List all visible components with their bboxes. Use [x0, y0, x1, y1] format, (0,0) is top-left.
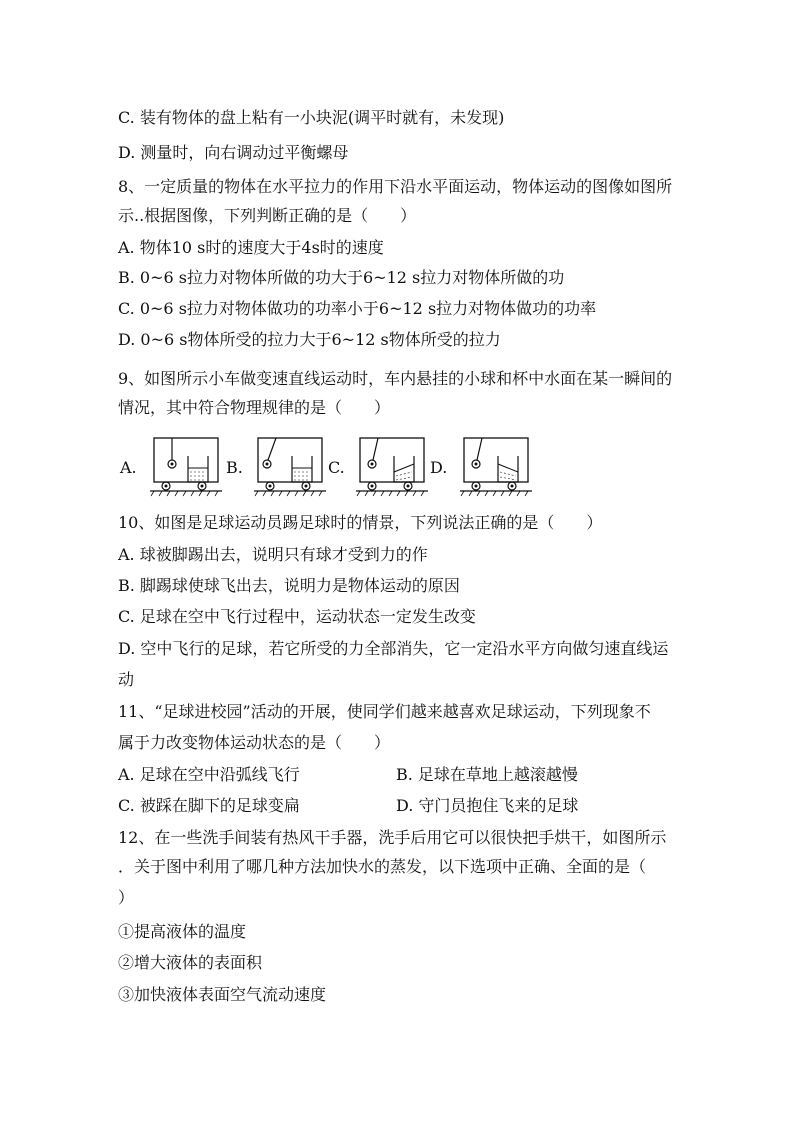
q9-cart-c	[356, 434, 428, 498]
q10-option-c: C. 足球在空中飞行过程中，运动状态一定发生改变	[118, 607, 476, 626]
q11-stem-line1: 11、“足球进校园”活动的开展，使同学们越来越喜欢足球运动，下列现象不	[118, 702, 651, 721]
q7-option-c: C. 装有物体的盘上粘有一小块泥(调平时就有，未发现)	[118, 108, 505, 127]
q8-stem-line1: 8、一定质量的物体在水平拉力的作用下沿水平面运动，物体运动的图像如图所	[118, 177, 673, 196]
q8-stem-line2: 示..根据图像，下列判断正确的是（ ）	[118, 206, 417, 225]
q7-option-d: D. 测量时，向右调动过平衡螺母	[118, 143, 349, 162]
q12-stem-line1: 12、在一些洗手间装有热风干手器，洗手后用它可以很快把手烘干，如图所示	[118, 828, 667, 847]
q9-figure	[118, 432, 538, 498]
q10-option-d-line1: D. 空中飞行的足球，若它所受的力全部消失，它一定沿水平方向做匀速直线运	[118, 639, 669, 658]
q12-item-1: ①提高液体的温度	[118, 922, 247, 941]
q9-cart-a	[150, 434, 222, 498]
q10-option-b: B. 脚踢球使球飞出去，说明力是物体运动的原因	[118, 576, 460, 595]
q11-stem-line2: 属于力改变物体运动状态的是（ ）	[118, 733, 391, 752]
q8-option-b: B. 0~6 s拉力对物体所做的功大于6~12 s拉力对物体所做的功	[118, 268, 565, 287]
q12-stem-line2: ．关于图中利用了哪几种方法加快水的蒸发，以下选项中正确、全面的是（	[118, 857, 647, 876]
q9-stem-line1: 9、如图所示小车做变速直线运动时，车内悬挂的小球和杯中水面在某一瞬间的	[118, 369, 673, 388]
q8-option-d: D. 0~6 s物体所受的拉力大于6~12 s物体所受的拉力	[118, 330, 501, 349]
q11-option-a: A. 足球在空中沿弧线飞行	[118, 765, 300, 784]
q11-option-d: D. 守门员抱住飞来的足球	[396, 796, 579, 815]
q9-label-d: D.	[430, 458, 448, 477]
q10-option-a: A. 球被脚踢出去，说明只有球才受到力的作	[118, 545, 428, 564]
q9-label-a: A.	[120, 458, 137, 477]
q12-item-2: ②增大液体的表面积	[118, 953, 263, 972]
q9-cart-d	[460, 434, 532, 498]
q12-item-3: ③加快液体表面空气流动速度	[118, 985, 327, 1004]
q9-label-b: B.	[226, 458, 243, 477]
q8-option-c: C. 0~6 s拉力对物体做功的功率小于6~12 s拉力对物体做功的功率	[118, 299, 597, 318]
q8-option-a: A. 物体10 s时的速度大于4s时的速度	[118, 238, 384, 257]
q12-stem-line3: ）	[118, 888, 135, 907]
q9-stem-line2: 情况，其中符合物理规律的是（ ）	[118, 398, 391, 417]
q9-label-c: C.	[328, 458, 345, 477]
q11-option-b: B. 足球在草地上越滚越慢	[396, 765, 578, 784]
q10-option-d-line2: 动	[118, 670, 135, 689]
q10-stem: 10、如图是足球运动员踢足球时的情景，下列说法正确的是（ ）	[118, 513, 603, 532]
q11-option-c: C. 被踩在脚下的足球变扁	[118, 796, 300, 815]
q9-cart-b	[254, 434, 326, 498]
